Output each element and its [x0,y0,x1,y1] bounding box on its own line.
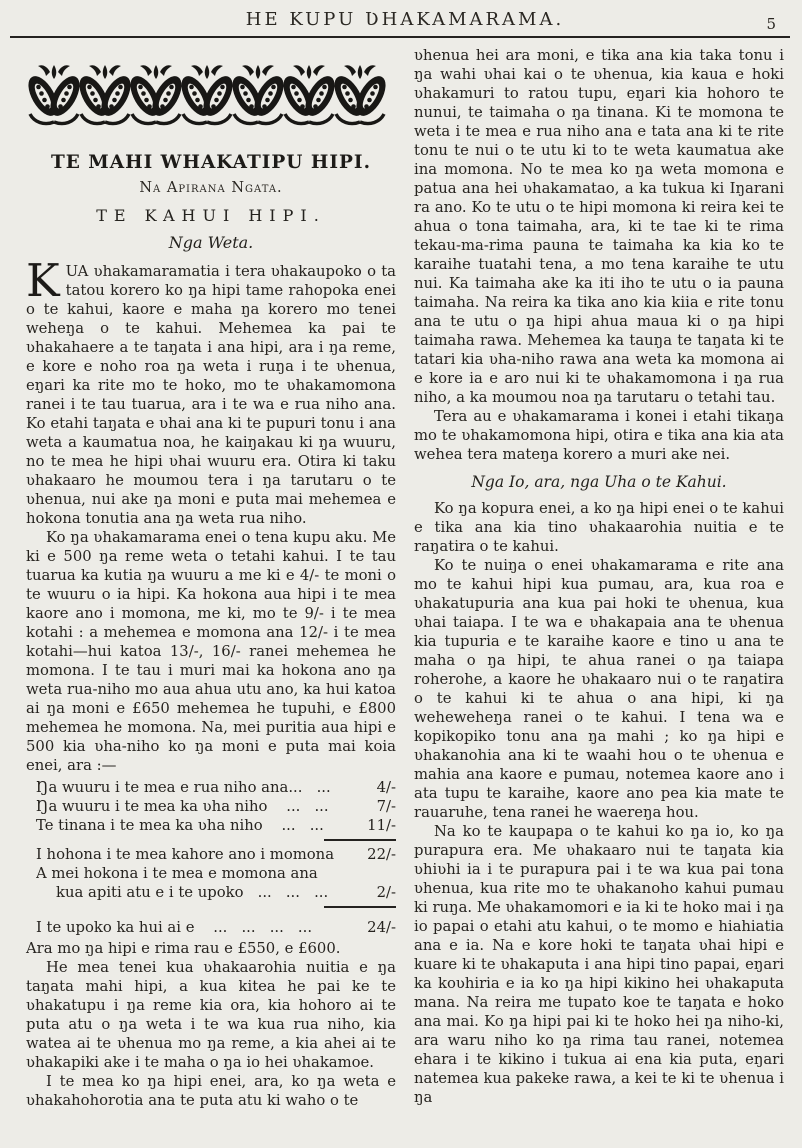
sum-rule [324,906,396,908]
total-line: Ara mo ŋa hipi e rima rau e £550, e £600. [26,940,341,957]
foliate-ornament-icon [28,64,386,126]
price-row [36,778,396,797]
paragraph: Ko te nuiŋa o enei ʋhakamarama e rite ana mo te kahui hipi kua pumau, ara, kua roa e ʋhakatupuria ana kua pai hoki te ʋhenua, kua ʋhai taiapa. I te wa e ʋhakapaia ana te ʋhenua kia tupuria e te karaihe kaore e tino u ana te maha o ŋa hipi, te ahua ranei o ŋa taiapa roherohe, a kaore he ʋhakaaro nui o te raŋatira o te kahui ki te ahua o ana hipi, ki ŋa weheweheŋa ranei o te kahui. I tena wa e kopikopiko tonu ana ŋa mahi ; ko ŋa hipi e ʋhakanohia ana ki te waahi hou o te ʋhenua e mahia ana kaore e pumau, notemea kaore ano i ata tupu te karaihe, kaore ano pea kia mate te rauaruhe, tena ranei he waereŋa hou. [414,557,784,821]
price-label: Ŋa wuuru i te mea e rua niho ana... ... [36,779,331,796]
running-head [26,6,784,34]
price-label: Te tinana i te mea ka ʋha niho ... ... [36,817,324,834]
paragraph: Ko ŋa ʋhakamarama enei o tena kupu aku. Me ki e 500 ŋa reme weta o tetahi kahui. I te tau tuarua ka kutia ŋa wuuru a me ki e 4/- te moni o te wuuru o ia hipi. Ka hokona aua hipi i te mea kaore ano i momona, me ki, mo te 9/- i te mea kotahi : a mehemea e momona ana 12/- i te mea kotahi—hui katoa 13/-, 16/- ranei mehemea he momona. I te tau i muri mai ka hokona ano ŋa weta rua-niho mo aua ahua utu ano, ka hui katoa ai ŋa moni e £650 mehemea he tupuhi, e £800 mehemea he momona. Na, mei puritia aua hipi e 500 kia ʋha-niho ko ŋa moni e puta mai koia enei, ara :— [26,529,396,774]
price-amount: 7/- [376,798,396,815]
section-heading: Nga Weta. [168,233,254,252]
price-row [36,883,396,902]
price-row [36,845,396,864]
price-label: I te upoko ka hui ai e ... ... ... ... [36,919,313,936]
paragraph-text: UA ʋhakamaramatia i tera ʋhakaupoko o ta tatou korero ko ŋa hipi tame rahopoka enei o te kahui, kaore e maha ŋa korero mo tenei weheŋa o te kahui. Mehemea ka pai te ʋhakahaere a te taŋata i ana hipi, ara i ŋa reme, e kore e noho roa ŋa weta i ruŋa i te ʋhenua, eŋari ka rite mo te hoko, mo te ʋhakamomona ranei i te tau tuarua, ara i te wa e rua niho ana. Ko etahi taŋata e ʋhai ana ki te pupuri tonu i ana weta a kaumatua noa, he kaiŋakau ki ŋa wuuru, no te mea he hipi ʋhai wuuru era. Otira ki taku ʋhakaaro he moumou tera i ŋa tarutaru o te ʋhenua, nui ake ŋa moni e puta mai mehemea e hokona tonutia ana ŋa weta rua niho. [26,263,396,527]
price-row [36,918,396,937]
price-amount: 24/- [367,919,396,936]
price-list [36,778,396,937]
price-amount: 22/- [367,846,396,863]
paragraph: Tera au e ʋhakamarama i konei i etahi tikaŋa mo te ʋhakamomona hipi, otira e tika ana kia ata wehea tera mateŋa korero a muri ake nei. [414,408,784,463]
paragraph [26,254,396,528]
left-column [26,46,396,1110]
price-amount: 2/- [376,884,396,901]
article-subtitle: TE KAHUI HIPI. [96,206,326,225]
paragraph: Ko ŋa kopura enei, a ko ŋa hipi enei o te kahui e tika ana kia tino ʋhakaarohia nuitia e te raŋatira o te kahui. [414,500,784,555]
drop-cap: K [26,254,60,307]
page-number: 5 [766,15,776,33]
paragraph: ʋhenua hei ara moni, e tika ana kia taka tonu i ŋa wahi ʋhai kai o te ʋhenua, kia kaua e hoki ʋhakamuri to ratou tupu, eŋari kia hohoro te nunui, te taimaha o ŋa tinana. Ki te momona te weta i te mea e rua niho ana e tata ana ki te rite tonu te nui o te utu ki to te weta kaumatua ake ina momona. No te mea ko ŋa weta momona e patua ana hei ʋhakamatao, a ka tukua ki Iŋarani ra ano. Ko te utu o te hipi momona ki reira kei te ahua o tona taimaha, ara, ki te tae ki te rima tekau-ma-rima pauna te taimaha ka kia ko te karaihe tuatahi tena, a mo tena karaihe te utu nui. Ka taimaha ake ka iti iho te utu o ia pauna taimaha. Na reira ka tika ano kia kiia e rite tonu ana te utu o ŋa hipi ahua maua ki o ŋa hipi taimaha rawa. Mehemea ka tauŋa te taŋata ki te tatari kia ʋha-niho rawa ana weta ka momona ai e kore ia e aro nui ki te ʋhakamomona i ŋa rua niho, a ka moumou noa ŋa tarutaru o tetahi tau. [414,47,784,406]
paragraph: I te mea ko ŋa hipi enei, ara, ko ŋa weta e ʋhakahohorotia ana te puta atu ki waho o te [26,1073,396,1109]
running-title: HE KUPU ƲHAKAMARAMA. [245,9,565,30]
price-row [36,797,396,816]
price-label: Ŋa wuuru i te mea ka ʋha niho ... ... [36,798,329,815]
price-label: kua apiti atu e i te upoko ... ... ... [56,884,329,901]
article-byline: Na Apirana Ngata. [139,180,283,196]
paragraph: He mea tenei kua ʋhakaarohia nuitia e ŋa taŋata mahi hipi, a kua kitea he pai ke te ʋhakatupu i ŋa reme kia ora, kia hohoro ai te puta atu o ŋa weta i te wa kua rua niho, kia watea ai te ʋhenua mo ŋa reme, a kia ahei ai te ʋhakapiki ake i te maha o ŋa io hei ʋhakamoe. [26,959,396,1071]
sum-rule [324,839,396,841]
price-label: I hohona i te mea kahore ano i momona [36,846,335,863]
article-title: TE MAHI WHAKATIPU HIPI. [50,152,372,173]
price-label: A mei hokona i te mea e momona ana [36,865,318,882]
right-column [414,46,784,1110]
price-amount [350,864,396,883]
paragraph: Na ko te kaupapa o te kahui ko ŋa io, ko ŋa purapura era. Me ʋhakaaro nui te taŋata kia ʋhiʋhi ia i te purapura pai i te wa kua pai tona ʋhenua, kua rite mo te ʋhakanoho kahui pumau ki ruŋa. Me ʋhakamomori e ia ki te hoko mai i ŋa io papai o etahi atu kahui, o te momo e hiahiatia ana e ia. Na e kore hoki te taŋata ʋhai hipi e kuare ki te ʋhakaputa i ana hipi tino papai, eŋari ka koʋhiria e ia ko ŋa hipi kikino hei ʋhakaputa mana. Na reira me tupato koe te taŋata e hoko ana mai. Ko ŋa hipi pai ki te hoko hei ŋa niho-ki, ara waru niho ko ŋa rima tau ranei, notemea ehara i te kikino i tukua ai ena kia puta, eŋari natemea kua pakeke rawa, a kei te ki te ʋhenua i ŋa [414,823,784,1106]
price-row [36,864,396,883]
header-rule [10,36,790,38]
text-columns [26,46,784,1110]
price-amount: 4/- [376,779,396,796]
subsection-heading: Nga Io, ara, nga Uha o te Kahui. [471,473,727,491]
price-amount: 11/- [367,817,396,834]
price-row [36,816,396,835]
